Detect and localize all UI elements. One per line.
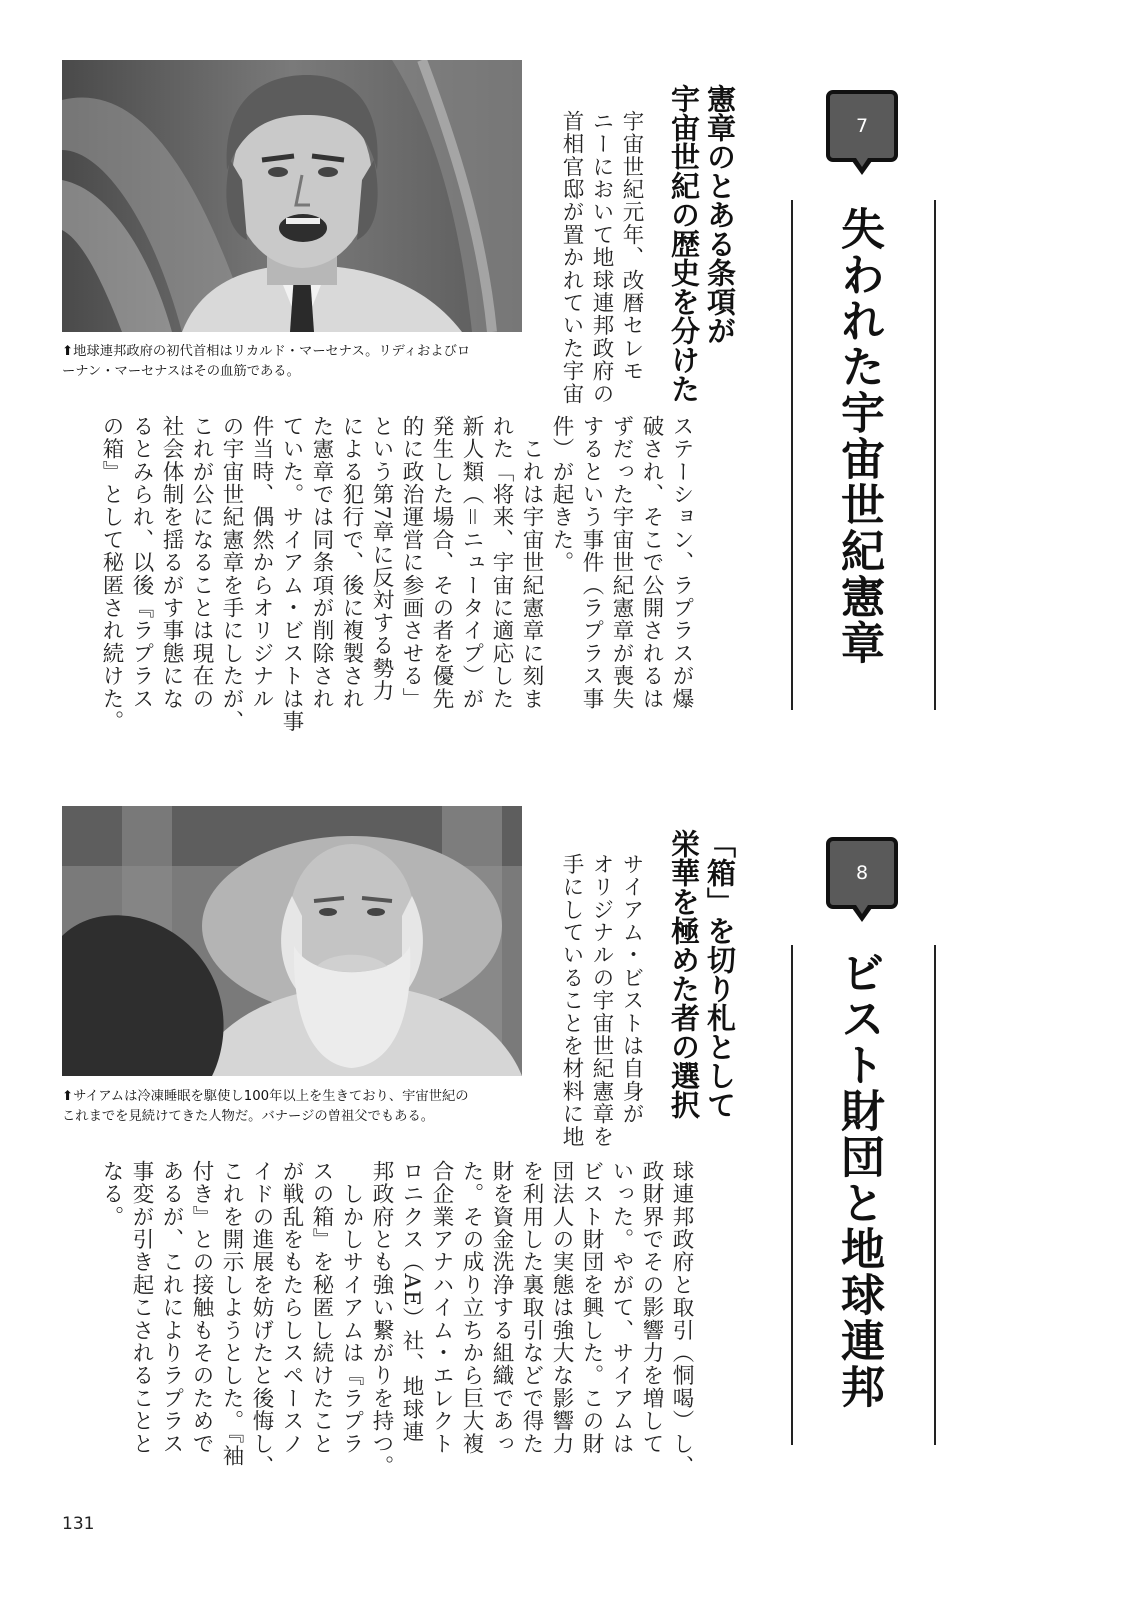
body-line: るとみられ、以後『ラプラス [129, 415, 154, 711]
divider-left [791, 200, 793, 710]
body-text [96, 1160, 696, 1478]
subtitle-line: 「箱」を切り札として [703, 829, 737, 1119]
body-line: を利用した裏取引などで得た [519, 1160, 544, 1456]
photo-prime-minister [62, 60, 522, 332]
body-line: の箱』として秘匿され続けた。 [99, 415, 124, 733]
intro-line: 宇宙世紀元年、改暦セレモ [619, 110, 644, 383]
section-number-badge [826, 90, 898, 162]
body-text [96, 415, 696, 733]
body-line: た。その成り立ちから巨大複 [459, 1160, 484, 1456]
body-line: 合企業アナハイム・エレクト [429, 1160, 454, 1456]
subtitle-line: 宇宙世紀の歴史を分けた [667, 84, 701, 403]
section-subtitle [666, 829, 738, 1119]
body-line: するという事件（ラプラス事 [579, 415, 604, 711]
body-line: 事変が引き起こされることと [129, 1160, 154, 1456]
body-line: これは宇宙世紀憲章に刻ま [519, 415, 544, 711]
body-line: 破され、そこで公開されるは [639, 415, 664, 711]
body-line: あるが、これによりラプラス [159, 1160, 184, 1456]
section-number: 7 [855, 115, 869, 137]
body-line: 球連邦政府と取引（恫喝）し、 [669, 1160, 694, 1478]
body-line: スの箱』を秘匿し続けたこと [309, 1160, 334, 1456]
section-number: 8 [855, 862, 869, 884]
caption-line: ⬆地球連邦政府の初代首相はリカルド・マーセナス。リディおよびロ [62, 344, 471, 359]
body-line: ステーション、ラプラスが爆 [669, 415, 694, 711]
section-number-badge [826, 837, 898, 909]
body-line: ていた。サイアム・ビストは事 [279, 415, 304, 733]
body-line: の宇宙世紀憲章を手にしたが、 [219, 415, 244, 733]
body-line: 件当時、偶然からオリジナル [249, 415, 274, 711]
photo-caption [62, 342, 470, 382]
body-line: 社会体制を揺るがす事態にな [159, 415, 184, 711]
photo-caption [62, 1087, 469, 1127]
body-line: が戦乱をもたらしスペースノ [279, 1160, 304, 1456]
body-line: た憲章では同条項が削除され [309, 415, 334, 711]
caption-line: ーナン・マーセナスはその血筋である。 [62, 364, 300, 379]
photo-syam-vist [62, 806, 522, 1076]
body-line: これが公になることは現在の [189, 415, 214, 711]
portrait-illustration [62, 806, 522, 1076]
body-line: 新人類（＝ニュータイプ）が [459, 415, 484, 711]
page-number: 131 [62, 1514, 95, 1534]
intro-line: ニーにおいて地球連邦政府の [589, 110, 614, 406]
intro-line: 手にしていることを材料に地 [559, 853, 584, 1149]
body-line: 団法人の実態は強大な影響力 [549, 1160, 574, 1456]
divider-left [791, 945, 793, 1445]
intro-line: オリジナルの宇宙世紀憲章を [589, 853, 614, 1149]
body-line: 付き』との接触もそのためで [189, 1160, 214, 1456]
body-line: 発生した場合、その者を優先 [429, 415, 454, 711]
intro-text [556, 853, 646, 1149]
body-line: なる。 [99, 1160, 124, 1229]
body-line: による犯行で、後に複製され [339, 415, 364, 711]
body-line: 政財界でその影響力を増して [639, 1160, 664, 1456]
section-title: 失われた宇宙世紀憲章 [833, 206, 884, 666]
intro-text [556, 110, 646, 406]
portrait-illustration [62, 60, 522, 332]
body-line: 的に政治運営に参画させる」 [399, 415, 424, 711]
body-line: ロニクス（AE）社、地球連 [399, 1160, 424, 1444]
body-line: ビスト財団を興した。この財 [579, 1160, 604, 1456]
body-line: 件）が起きた。 [549, 415, 574, 574]
body-line: イドの進展を妨げたと後悔し、 [249, 1160, 274, 1478]
body-line: れた「将来、宇宙に適応した [489, 415, 514, 711]
intro-line: 首相官邸が置かれていた宇宙 [559, 110, 584, 406]
section-subtitle [666, 84, 738, 403]
section-title: ビスト財団と地球連邦 [833, 950, 884, 1410]
body-line: ずだった宇宙世紀憲章が喪失 [609, 415, 634, 711]
subtitle-line: 栄華を極めた者の選択 [667, 829, 701, 1119]
divider-right [934, 945, 936, 1445]
caption-line: ⬆サイアムは冷凍睡眠を駆使し100年以上を生きており、宇宙世紀の [62, 1089, 469, 1104]
body-line: という第7章に反対する勢力 [369, 415, 394, 703]
subtitle-line: 憲章のとある条項が [703, 84, 737, 345]
body-line: 邦政府とも強い繋がりを持つ。 [369, 1160, 394, 1478]
body-line: しかしサイアムは『ラプラ [339, 1160, 364, 1456]
caption-line: これまでを見続けてきた人物だ。バナージの曽祖父でもある。 [62, 1109, 435, 1124]
body-line: 財を資金洗浄する組織であっ [489, 1160, 514, 1456]
body-line: これを開示しようとした。『袖 [219, 1160, 244, 1468]
intro-line: サイアム・ビストは自身が [619, 853, 644, 1126]
body-line: いった。やがて、サイアムは [609, 1160, 634, 1456]
divider-right [934, 200, 936, 710]
